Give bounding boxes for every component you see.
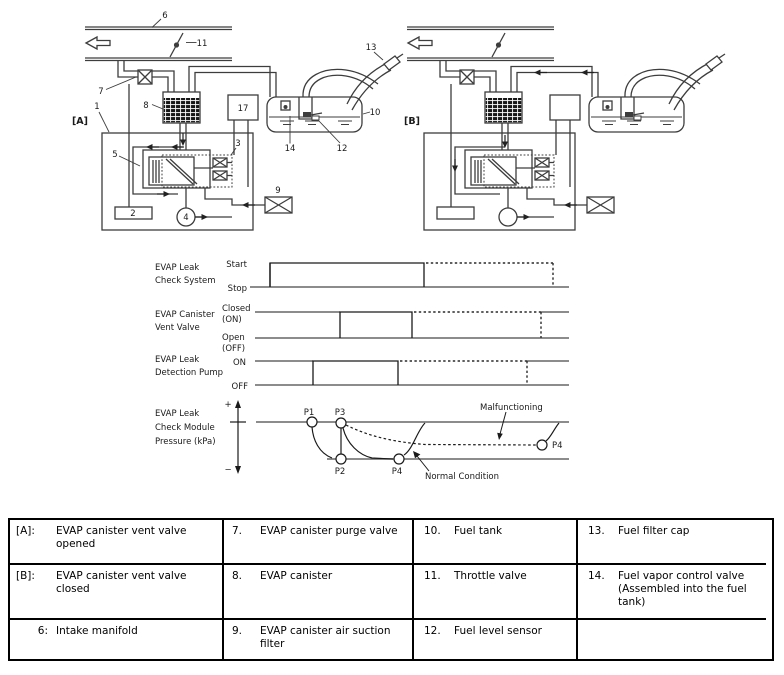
signal3-label-line1: EVAP Leak: [155, 355, 200, 365]
label-1: 1: [94, 102, 100, 112]
signal1-label-line1: EVAP Leak: [155, 263, 200, 273]
label-3: 3: [235, 139, 241, 149]
signal4-label-line1: EVAP Leak: [155, 409, 200, 419]
signal3-high-label: ON: [232, 358, 246, 368]
legend-cell-empty: [576, 618, 766, 659]
normal-condition-label: Normal Condition: [425, 472, 500, 482]
part-number: 13.: [588, 525, 605, 537]
diagram-a-schematic: [85, 27, 403, 230]
part-description: EVAP canister purge valve: [260, 525, 398, 537]
label-10: 10: [369, 108, 381, 118]
point-p3-label: P3: [334, 408, 346, 418]
legend-cell-9: [222, 618, 412, 659]
diagram-b-tag: [B]: [404, 116, 420, 127]
timing-chart-labels: [155, 260, 563, 482]
part-number: 12.: [424, 625, 441, 637]
part-number: [B]:: [16, 570, 35, 582]
legend-cell-7: [222, 520, 412, 563]
part-description: EVAP canister vent valve closed: [56, 570, 187, 595]
label-14: 14: [284, 144, 296, 154]
legend-cell-11: [412, 563, 576, 618]
signal1-high-label: Start: [226, 260, 247, 270]
legend-cell-8: [222, 563, 412, 618]
timing-chart: [227, 263, 569, 474]
part-description: EVAP canister air suction filter: [260, 625, 391, 650]
label-9: 9: [275, 186, 281, 196]
part-number: 8.: [232, 570, 243, 582]
signal2-high-label2: (ON): [222, 315, 242, 325]
point-p1-label: P1: [303, 408, 315, 418]
signal2-label-line2: Vent Valve: [155, 323, 200, 333]
legend-cell-b: [10, 563, 222, 618]
part-number: 7.: [232, 525, 243, 537]
part-description: Fuel filter cap: [618, 525, 690, 537]
legend-cell-6: [10, 618, 222, 659]
label-8: 8: [143, 101, 149, 111]
signal2-low-label: Open: [222, 333, 245, 343]
label-7: 7: [98, 87, 104, 97]
part-number: 9.: [232, 625, 243, 637]
label-11: 11: [196, 39, 208, 49]
point-p4-right-label: P4: [552, 441, 563, 451]
point-p4-label: P4: [391, 467, 403, 477]
signal3-low-label: OFF: [231, 382, 248, 392]
part-number: [A]:: [16, 525, 35, 537]
part-number: 10.: [424, 525, 441, 537]
part-description: Intake manifold: [56, 625, 138, 637]
point-p2-label: P2: [334, 467, 346, 477]
part-description: [618, 620, 766, 625]
legend-cell-10: [412, 520, 576, 563]
pressure-axis: [230, 400, 246, 474]
legend-cell-12: [412, 618, 576, 659]
part-number: 11.: [424, 570, 441, 582]
part-description: EVAP canister vent valve opened: [56, 525, 187, 550]
signal1-low-label: Stop: [227, 284, 247, 294]
label-17: 17: [237, 104, 249, 114]
signal3-label-line2: Detection Pump: [155, 368, 224, 378]
diagram-b-flow-arrows: [452, 70, 594, 221]
signal4-label-line3: Pressure (kPa): [155, 437, 216, 447]
label-2: 2: [130, 209, 136, 219]
pressure-point-markers: [307, 417, 547, 464]
legend-table: [8, 518, 774, 661]
part-description: Fuel level sensor: [454, 625, 542, 637]
part-description: EVAP canister: [260, 570, 333, 582]
part-number: 6:: [37, 625, 48, 637]
legend-cell-13: [576, 520, 766, 563]
pressure-curves: [312, 423, 559, 459]
diagram-a-tag: [A]: [71, 116, 89, 127]
label-4: 4: [183, 213, 189, 223]
label-6: 6: [162, 11, 168, 21]
part-description: Fuel tank: [454, 525, 503, 537]
part-number: [578, 620, 618, 625]
label-13: 13: [365, 43, 377, 53]
signal4-label-line2: Check Module: [155, 423, 215, 433]
malfunctioning-label: Malfunctioning: [480, 403, 543, 413]
legend-cell-14: [576, 563, 766, 618]
annotation-arrows: [413, 412, 506, 471]
part-description: Throttle valve: [454, 570, 527, 582]
label-5: 5: [112, 150, 118, 160]
part-number: 14.: [588, 570, 605, 582]
signal2-high-label: Closed: [222, 304, 251, 314]
diagram-b-schematic: [407, 27, 725, 230]
legend-cell-a: [10, 520, 222, 563]
pressure-plus-label: +: [224, 400, 232, 410]
signal1-label-line2: Check System: [155, 276, 216, 286]
signal2-label-line1: EVAP Canister: [155, 310, 215, 320]
part-description: Fuel vapor control valve (Assembled into the fuel tank): [618, 570, 747, 608]
label-12: 12: [336, 144, 348, 154]
pressure-minus-label: −: [224, 465, 232, 475]
signal2-low-label2: (OFF): [222, 344, 246, 354]
